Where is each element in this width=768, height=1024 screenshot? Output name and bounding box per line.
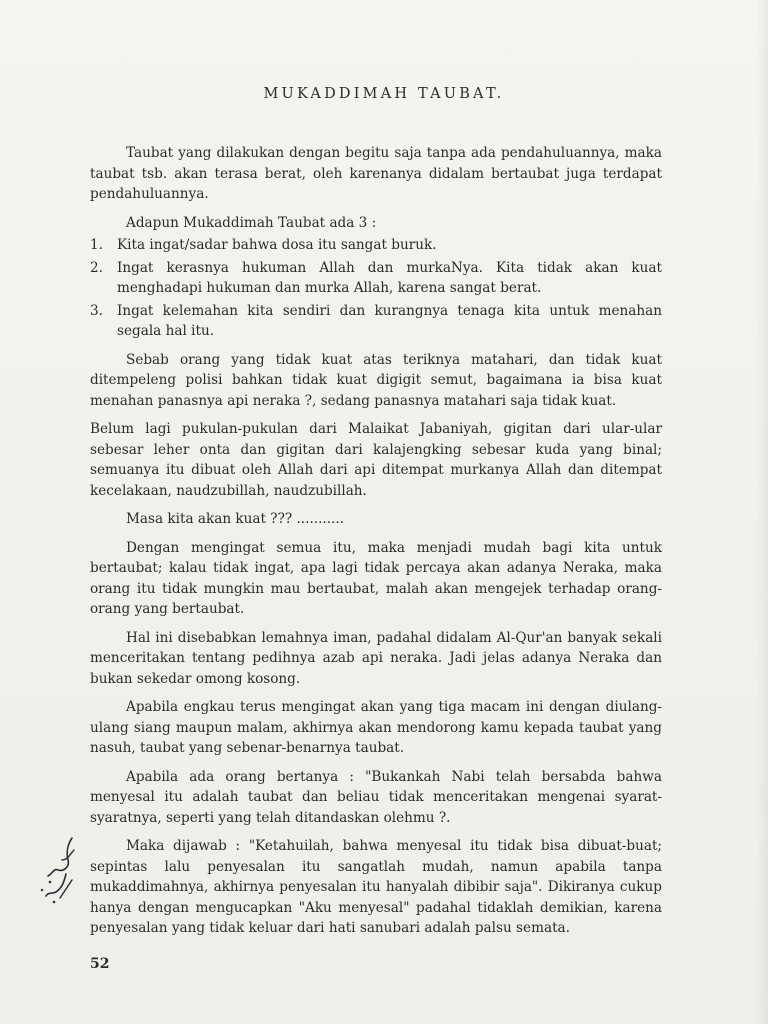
list-item-number: 2.	[90, 259, 103, 276]
list-item-text: Kita ingat/sadar bahwa dosa itu sangat buruk.	[117, 237, 437, 253]
paragraph-ask: Apabila ada orang bertanya : "Bukankah Nabi telah bersabda bahwa menyesal itu adalah taubat dan beliau tidak menceritakan mengenai syarat-syaratnya, seperti yang telah ditandaskan olehmu ?.	[90, 768, 662, 826]
paragraph-three: Apabila engkau terus mengingat akan yang tiga macam ini dengan diulang-ulang siang maupun malam, akhirnya akan mendorong kamu kepada taubat yang nasuh, taubat yang sebenar-benarnya taubat.	[90, 699, 662, 756]
page-body	[90, 143, 662, 947]
page-edge-shadow	[756, 0, 768, 1024]
paragraph-list-intro: Adapun Mukaddimah Taubat ada 3 :	[126, 214, 377, 231]
handwritten-margin-note	[28, 830, 88, 910]
list-item	[90, 235, 662, 256]
paragraph-question: Masa kita akan kuat ??? ...........	[126, 511, 345, 527]
chapter-title: MUKADDIMAH TAUBAT.	[263, 86, 505, 102]
paragraph-iman: Hal ini disebabkan lemahnya iman, padahal didalam Al-Qur'an banyak sekali menceritakan tentang pedihnya azab api neraka. Jadi jelas adanya Neraka dan bukan sekedar omong kosong.	[90, 629, 662, 687]
list-item-number: 1.	[90, 237, 103, 253]
list-item-text: Ingat kelemahan kita sendiri dan kurangnya tenaga kita untuk menahan segala hal itu.	[117, 302, 662, 339]
paragraph-remember: Dengan mengingat semua itu, maka menjadi mudah bagi kita untuk bertaubat; kalau tidak ingat, apa lagi tidak percaya akan adanya Neraka, maka orang itu tidak mungkin mau bertaubat, malah akan mengejek terhadap orang-orang yang bertaubat.	[90, 539, 662, 617]
list-item	[90, 301, 662, 342]
mukaddimah-list	[90, 235, 662, 342]
list-item-text: Ingat kerasnya hukuman Allah dan murkaNya. Kita tidak akan kuat menghadapi hukuman dan murka Allah, karena sangat berat.	[117, 259, 662, 296]
page-number: 52	[90, 956, 110, 972]
paragraph-malaikat: Belum lagi pukulan-pukulan dari Malaikat Jabaniyah, gigitan dari ular-ular sebesar leher onta dan gigitan dari kalajengking sebesar kuda yang binal; semuanya itu dibuat oleh Allah dari api ditempat murkanya Allah dan ditempat kecelakaan, naudzubillah, naudzubillah.	[90, 421, 662, 499]
list-item	[90, 258, 662, 299]
paragraph-sun: Sebab orang yang tidak kuat atas teriknya matahari, dan tidak kuat ditempeleng polisi bahkan tidak kuat digigit semut, bagaimana ia bisa kuat menahan panasnya api neraka ?, sedang panasnya matahari saja tidak kuat.	[90, 351, 662, 409]
list-item-number: 3.	[90, 302, 103, 319]
paragraph-intro: Taubat yang dilakukan dengan begitu saja tanpa ada pendahuluannya, maka taubat tsb. akan terasa berat, oleh karenanya didalam bertaubat juga terdapat pendahuluannya.	[90, 145, 662, 202]
paragraph-answer: Maka dijawab : "Ketahuilah, bahwa menyesal itu tidak bisa dibuat-buat; sepintas lalu penyesalan itu sangatlah mudah, namun apabila tanpa mukaddimahnya, akhirnya penyesalan itu hanyalah dibibir saja". Dikiranya cukup hanya dengan mengucapkan "Aku menyesal" padahal tidaklah demikian, karena penyesalan yang tidak keluar dari hati sanubari adalah palsu semata.	[90, 838, 662, 936]
